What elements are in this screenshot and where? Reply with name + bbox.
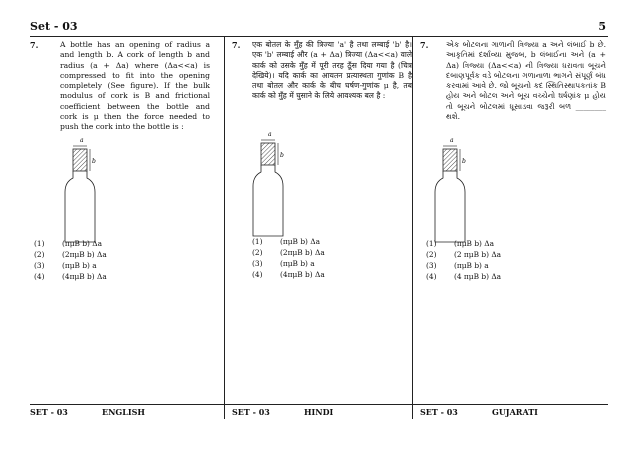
option-3[interactable]: (3) (πμB b) a (252, 259, 315, 268)
column-divider-1 (224, 36, 225, 419)
option-3[interactable]: (3) (πμB b) a (34, 261, 97, 270)
footer-language: GUJARATI (492, 407, 538, 417)
footer-gujarati: SET - 03 GUJARATI (420, 407, 538, 417)
footer-hindi: SET - 03 HINDI (232, 407, 334, 417)
bottle-cork-figure (64, 136, 114, 246)
radius-label: a (450, 137, 454, 144)
set-header: Set - 03 (30, 20, 78, 33)
footer-language: HINDI (304, 407, 334, 417)
options-list (34, 238, 107, 282)
length-label: b (462, 158, 466, 165)
option-4[interactable]: (4) (4 πμB b) Δa (426, 272, 502, 281)
top-rule (30, 36, 608, 37)
length-label: b (280, 152, 284, 159)
option-4[interactable]: (4) (4πμB b) Δa (34, 272, 107, 281)
question-number: 7. (232, 40, 241, 50)
option-4[interactable]: (4) (4πμB b) Δa (252, 270, 325, 279)
question-text: A bottle has an opening of radius a and length b. A cork of length b and radius (a + Δa) where (Δa<<a) is compressed to fit into the opening completely (See figure). If the bulk modulus of cork is B and frictional coefficient between the bottle and cork is μ then the force needed to push the cork into the bottle is : (60, 40, 210, 132)
option-1[interactable]: (1) (πμB b) Δa (34, 239, 103, 248)
question-text: એક બોટલના ગાળાની ત્રિજ્યા a અને લંબાઈ b છે. આકૃતિમાં દર્શાવ્યા મુજબ, b લંબાઈના અને (a + Δa) ત્રિજ્યા (Δa<<a) ની ત્રિજ્યા ધરાવતા બૂચને દબાણપૂર્વક વડે બોટલના ગળાનાળા ભાગને સંપૂર્ણ બંધ કરવામાં આવે છે. જો બૂચનો કદ સ્થિતિસ્થાપકતાંક B હોય અને બોટલ અને બૂચ વચ્ચેનો ઘર્ષણાંક μ હોય તો બૂચને બોટલમાં ધૂસાડવા જરૂરી બળ ________ થશે. (446, 40, 606, 122)
option-1[interactable]: (1) (πμB b) Δa (252, 237, 321, 246)
question-number: 7. (420, 40, 429, 50)
option-2[interactable]: (2) (2 πμB b) Δa (426, 250, 502, 259)
option-2[interactable]: (2) (2πμB b) Δa (34, 250, 107, 259)
length-label: b (92, 158, 96, 165)
column-divider-2 (412, 36, 413, 419)
option-2[interactable]: (2) (2πμB b) Δa (252, 248, 325, 257)
radius-label: a (80, 137, 84, 144)
bottom-rule (30, 404, 608, 405)
page-number: 5 (598, 20, 606, 33)
option-3[interactable]: (3) (πμB b) a (426, 261, 489, 270)
bottle-cork-figure (434, 136, 484, 246)
options-list (426, 238, 501, 282)
options-list (252, 236, 325, 280)
question-text: एक बोतल के मुँह की त्रिज्या 'a' है तथा लम्बाई 'b' है। एक 'b' लम्बाई और (a + Δa) त्रिज्या (Δa<<a) वाले कार्क को उसके मुँह में पूरी तरह ठूँस दिया गया है (चित्र देखिये)। यदि कार्क का आयतन प्रत्यास्थता गुणांक B है तथा बोतल और कार्क के बीच घर्षण-गुणांक μ है, तब कार्क को मुँह में घुसाने के लिये आवश्यक बल है : (252, 40, 412, 101)
footer-english: SET - 03 ENGLISH (30, 407, 145, 417)
option-1[interactable]: (1) (πμB b) Δa (426, 239, 495, 248)
question-number: 7. (30, 40, 39, 50)
bottle-cork-figure (252, 130, 302, 240)
footer-language: ENGLISH (102, 407, 145, 417)
radius-label: a (268, 131, 272, 138)
